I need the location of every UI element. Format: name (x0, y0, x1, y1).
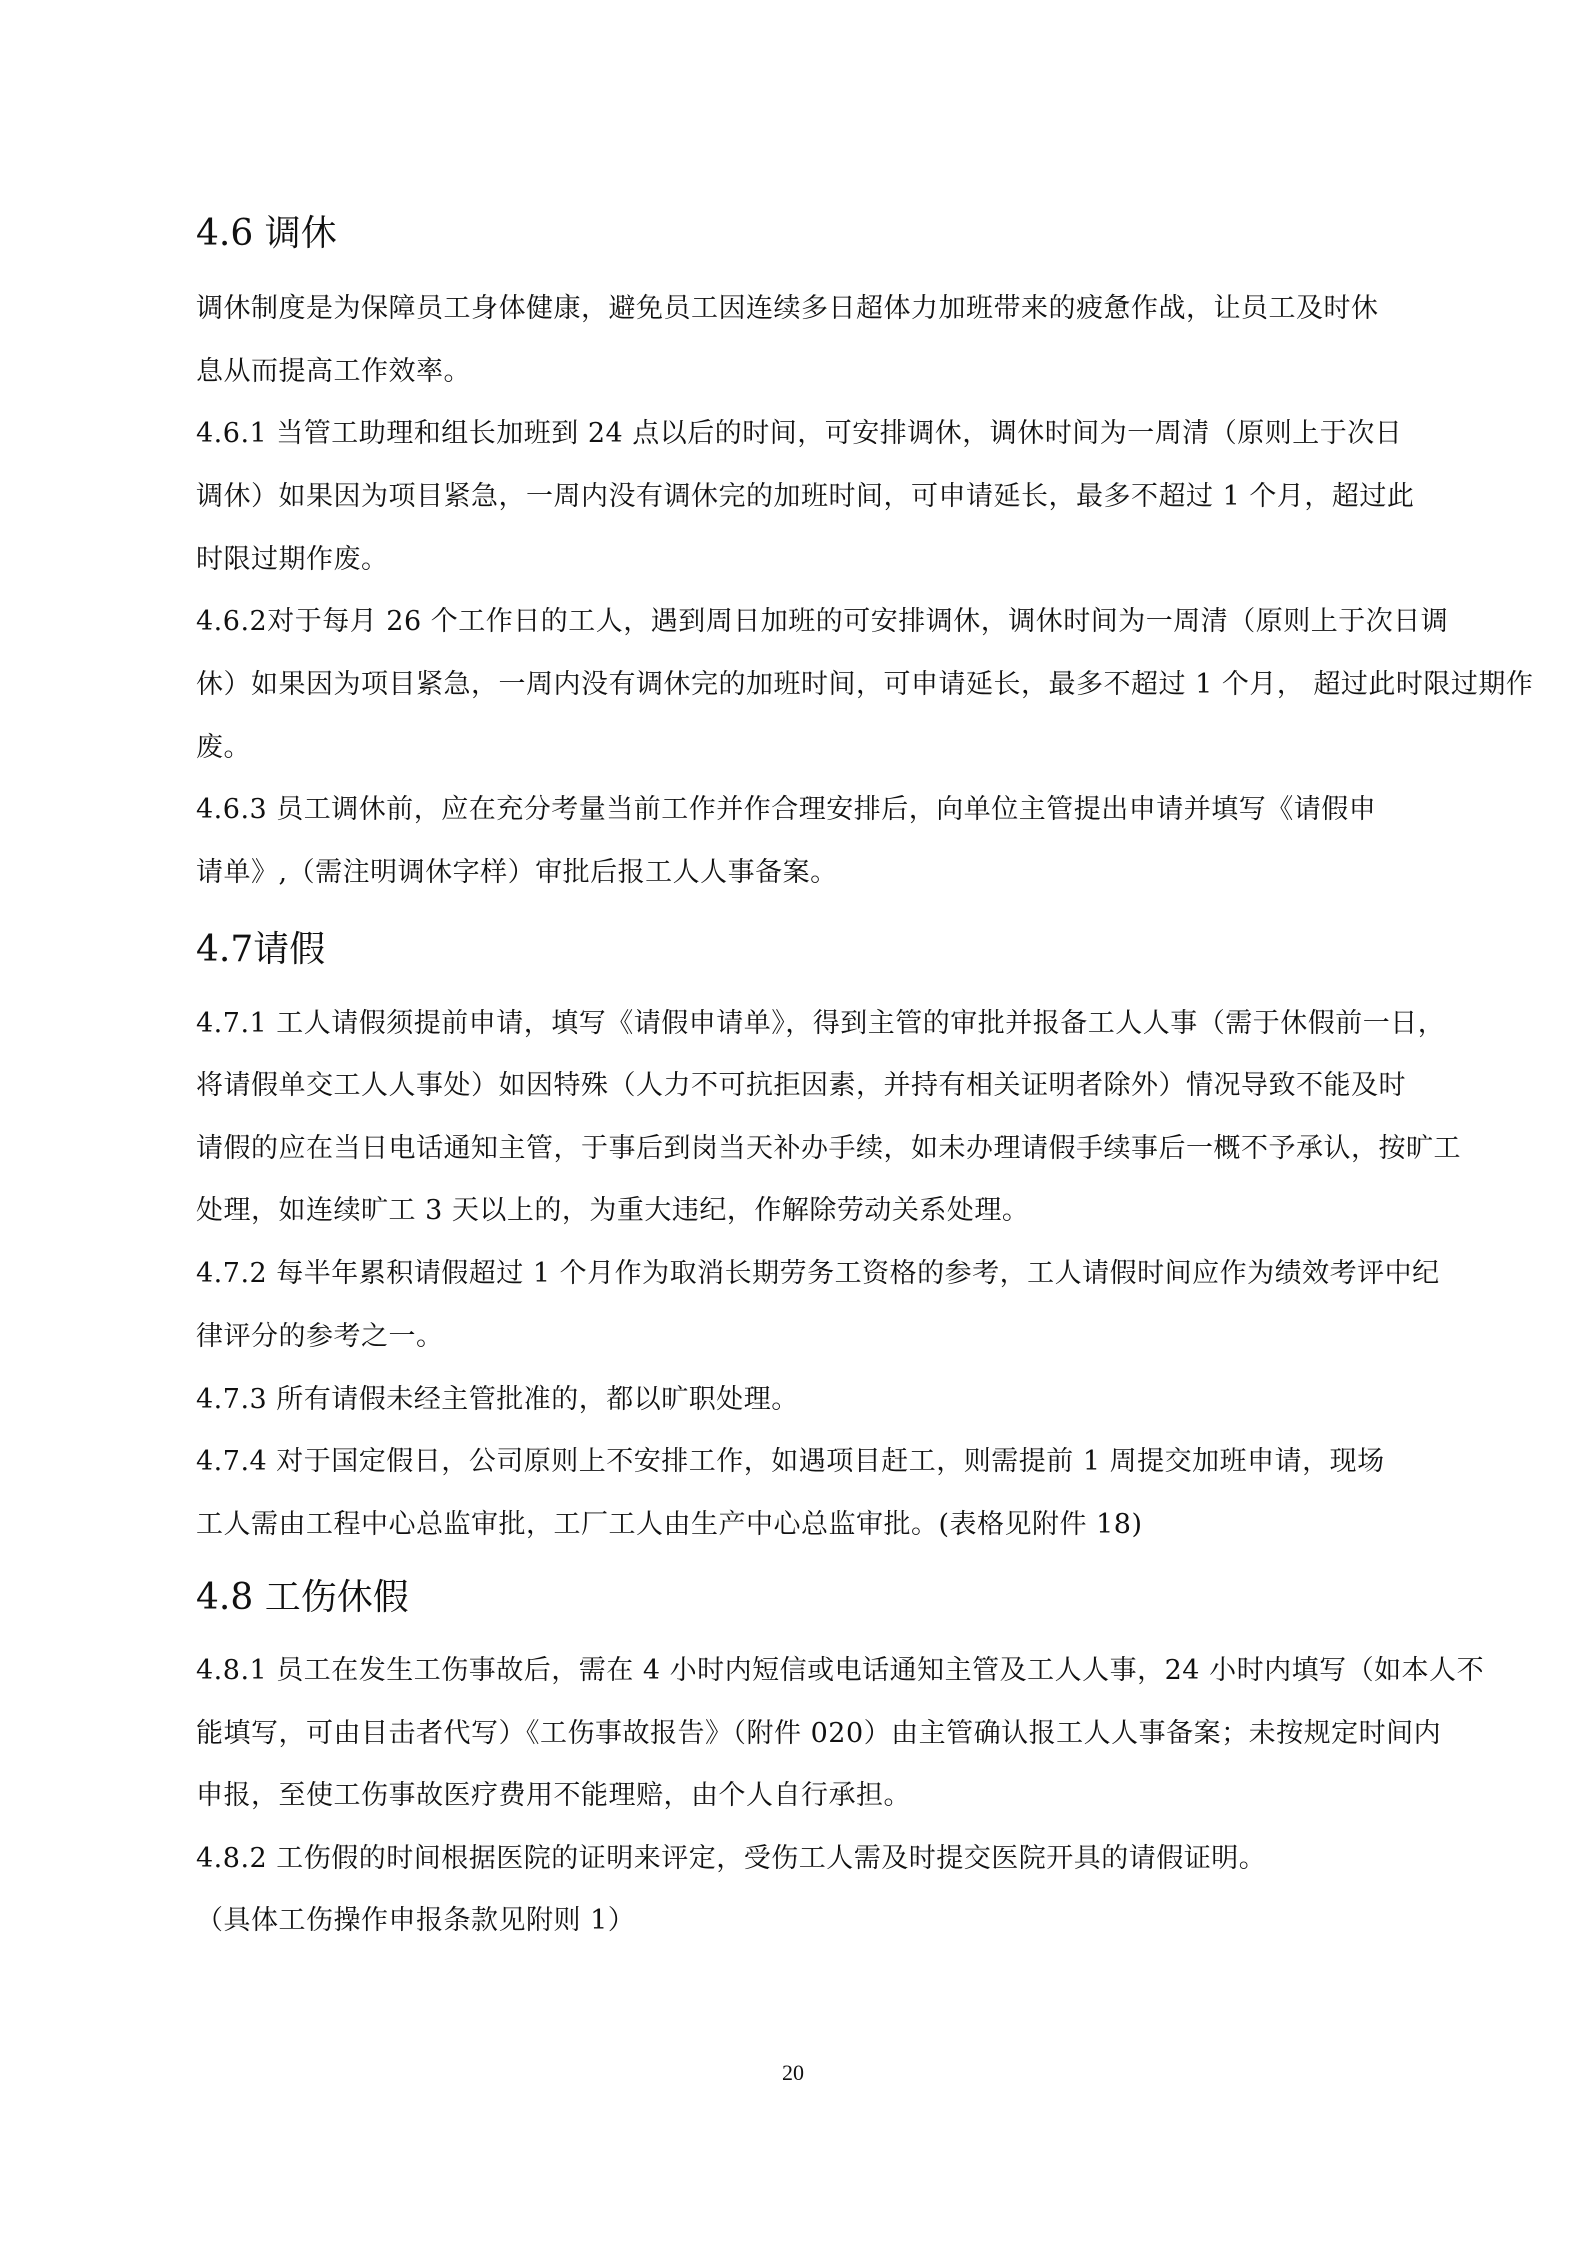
paragraph-line: 4.7.2 每半年累积请假超过 1 个月作为取消长期劳务工资格的参考，工人请假时间应作为绩效考评中纪 (196, 1258, 1440, 1289)
section-heading-4-8: 4.8 工伤休假 (196, 1577, 409, 1618)
paragraph-line: 调休）如果因为项目紧急，一周内没有调休完的加班时间，可申请延长，最多不超过 1 个月，超过此 (196, 481, 1415, 512)
paragraph-line: 4.6.1 当管工助理和组长加班到 24 点以后的时间，可安排调休，调休时间为一周清（原则上于次日 (196, 418, 1403, 449)
page-number: 20 (782, 2060, 804, 2085)
paragraph-line: 休）如果因为项目紧急，一周内没有调休完的加班时间，可申请延长，最多不超过 1 个月， 超过此时限过期作 (196, 669, 1534, 700)
paragraph-line: 息从而提高工作效率。 (196, 356, 471, 387)
paragraph-line: 4.6.2对于每月 26 个工作日的工人，遇到周日加班的可安排调休，调休时间为一周清（原则上于次日调 (196, 606, 1449, 637)
paragraph-line: 4.7.1 工人请假须提前申请，填写《请假申请单》，得到主管的审批并报备工人人事（需于休假前一日， (196, 1008, 1446, 1039)
paragraph-line: 4.8.2 工伤假的时间根据医院的证明来评定，受伤工人需及时提交医院开具的请假证明。 (196, 1843, 1267, 1874)
paragraph-line: 4.7.4 对于国定假日，公司原则上不安排工作，如遇项目赶工，则需提前 1 周提交加班申请，现场 (196, 1446, 1385, 1477)
paragraph-line: （具体工伤操作申报条款见附则 1） (196, 1905, 636, 1936)
paragraph-line: 请假的应在当日电话通知主管，于事后到岗当天补办手续，如未办理请假手续事后一概不予承认，按旷工 (196, 1133, 1461, 1164)
paragraph-line: 时限过期作废。 (196, 544, 389, 575)
paragraph-line: 将请假单交工人人事处）如因特殊（人力不可抗拒因素，并持有相关证明者除外）情况导致不能及时 (196, 1070, 1406, 1101)
section-heading-4-7: 4.7请假 (196, 929, 326, 970)
paragraph-line: 4.7.3 所有请假未经主管批准的，都以旷职处理。 (196, 1384, 799, 1415)
paragraph-line: 4.8.1 员工在发生工伤事故后，需在 4 小时内短信或电话通知主管及工人人事，24 小时内填写（如本人不 (196, 1655, 1485, 1686)
section-heading-4-6: 4.6 调休 (196, 213, 337, 254)
paragraph-line: 处理，如连续旷工 3 天以上的，为重大违纪，作解除劳动关系处理。 (196, 1195, 1030, 1226)
paragraph-line: 工人需由工程中心总监审批，工厂工人由生产中心总监审批。(表格见附件 18) (196, 1509, 1143, 1540)
paragraph-line: 律评分的参考之一。 (196, 1321, 444, 1352)
paragraph-line: 申报，至使工伤事故医疗费用不能理赔，由个人自行承担。 (196, 1780, 911, 1811)
paragraph-line: 4.6.3 员工调休前，应在充分考量当前工作并作合理安排后，向单位主管提出申请并填写《请假申 (196, 794, 1377, 825)
paragraph-line: 调休制度是为保障员工身体健康，避免员工因连续多日超体力加班带来的疲惫作战，让员工及时休 (196, 293, 1379, 324)
paragraph-line: 能填写，可由目击者代写）《工伤事故报告》（附件 020）由主管确认报工人人事备案；未按规定时间内 (196, 1718, 1442, 1749)
paragraph-line: 废。 (196, 732, 251, 763)
paragraph-line: 请单》,（需注明调休字样）审批后报工人人事备案。 (196, 857, 838, 888)
